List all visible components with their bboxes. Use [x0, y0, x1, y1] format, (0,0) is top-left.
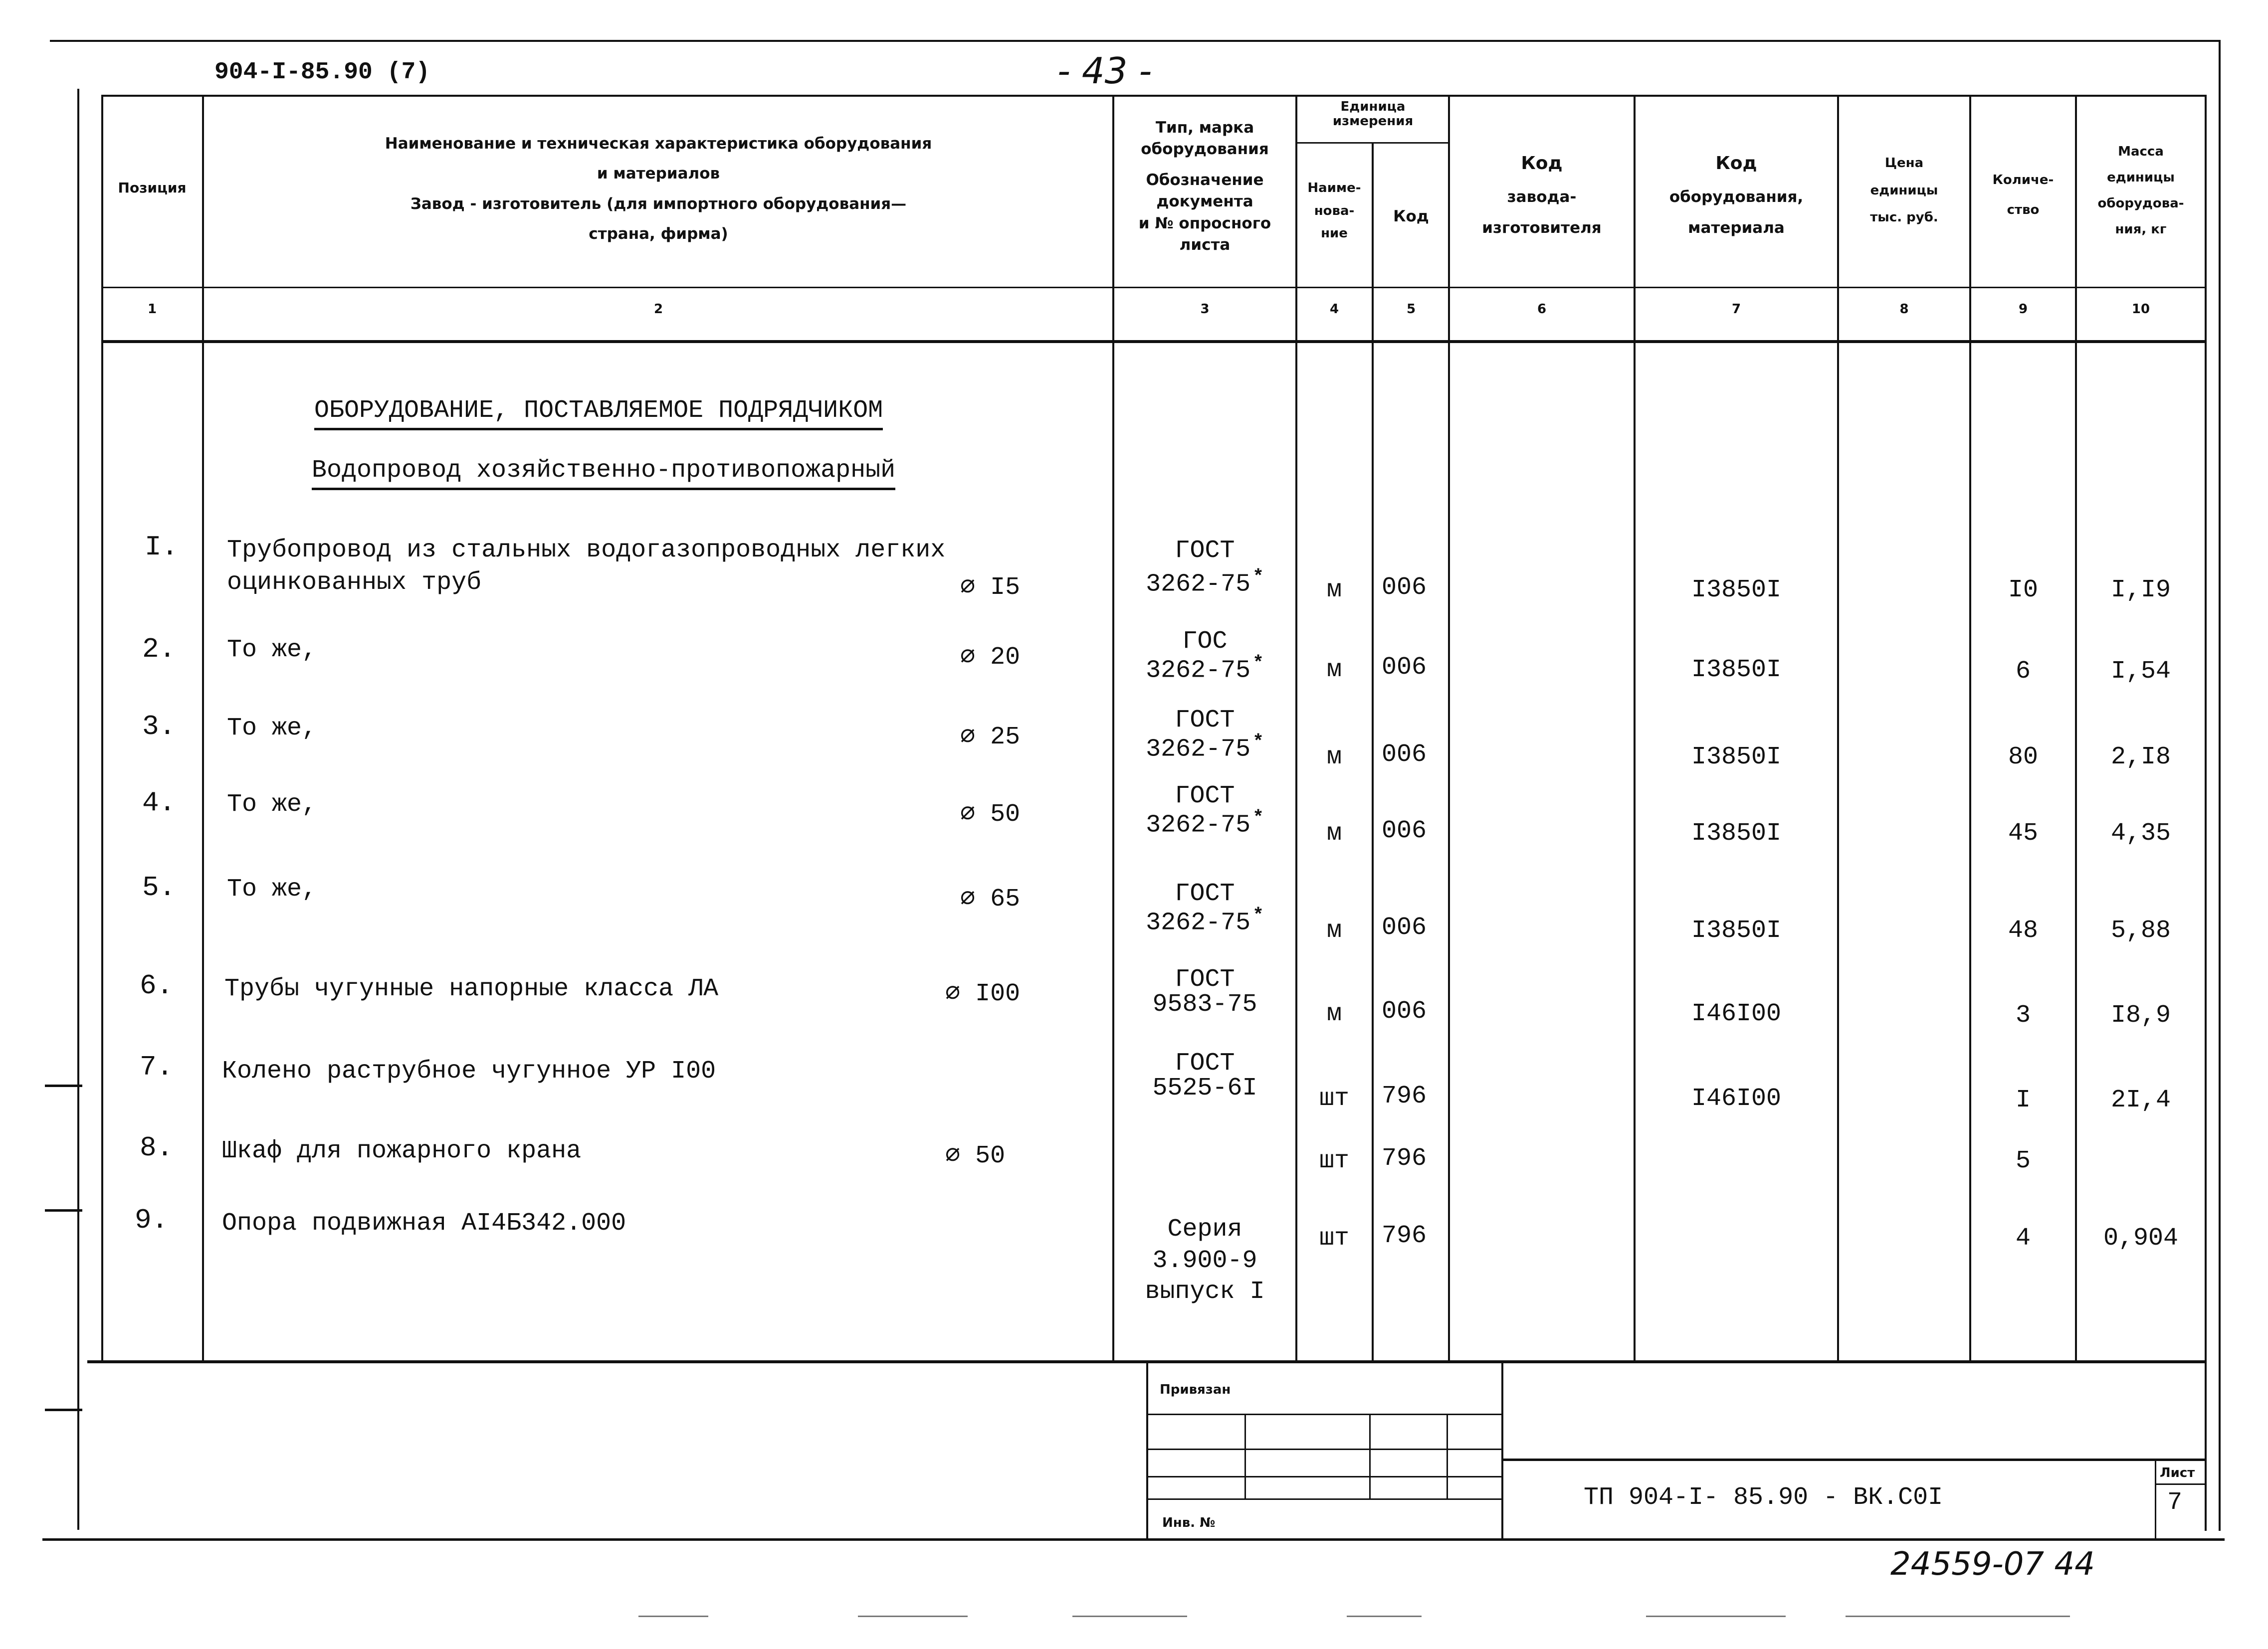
col-line — [1372, 142, 1374, 1361]
row-doc: ГОСТ 3262-75 * — [1146, 880, 1264, 937]
row-quantity: 3 — [2015, 1001, 2031, 1030]
stamp-line — [1369, 1414, 1371, 1498]
stamp-attached-label: Привязан — [1160, 1382, 1231, 1397]
row-diameter: ∅ 20 — [960, 643, 1021, 672]
subsection-title: Водопровод хозяйственно-противопожарный — [312, 456, 895, 490]
row-unit: м — [1326, 819, 1342, 848]
col-header-material-code: Код оборудования, материала — [1669, 153, 1804, 237]
row-name: Шкаф для пожарного крана — [222, 1137, 582, 1165]
stamp-inv-label: Инв. № — [1162, 1515, 1216, 1530]
col-number: 1 — [147, 302, 157, 317]
row-position: 5. — [142, 872, 176, 904]
row-mass: 2,I8 — [2110, 743, 2171, 771]
row-unit-code: 006 — [1382, 914, 1427, 942]
row-diameter: ∅ I00 — [945, 980, 1021, 1008]
row-position: I. — [145, 531, 179, 563]
row-material-code: I46I00 — [1691, 1000, 1782, 1028]
col-number: 4 — [1329, 302, 1339, 317]
row-position: 6. — [140, 970, 174, 1002]
row-unit: шт — [1319, 1224, 1349, 1253]
row-name: Колено раструбное чугунное УР I00 — [222, 1057, 716, 1086]
row-unit: м — [1326, 743, 1342, 771]
margin-mark — [45, 1409, 82, 1411]
section-title: ОБОРУДОВАНИЕ, ПОСТАВЛЯЕМОЕ ПОДРЯДЧИКОМ — [314, 396, 883, 430]
scan-artifact — [1072, 1616, 1187, 1617]
header-separator-line — [102, 287, 2205, 288]
row-unit: шт — [1319, 1147, 1349, 1175]
scan-artifact — [638, 1616, 708, 1617]
row-unit-code: 006 — [1382, 997, 1427, 1026]
row-doc: ГОСТ 3262-75 * — [1146, 782, 1264, 840]
sheet-number: 7 — [2167, 1488, 2183, 1517]
sheet-label: Лист — [2160, 1466, 2195, 1480]
row-material-code: I3850I — [1691, 819, 1782, 848]
row-position: 2. — [142, 633, 176, 665]
row-diameter: ∅ 25 — [960, 723, 1021, 751]
col-header-unit-name: Наиме- нова- ние — [1307, 181, 1361, 241]
margin-mark — [45, 1209, 82, 1212]
row-mass: 0,904 — [2103, 1224, 2179, 1253]
row-quantity: 48 — [2008, 916, 2038, 945]
frame-top-line — [50, 40, 2220, 42]
row-doc: ГОСТ 3262-75 * — [1146, 537, 1264, 599]
row-name: Опора подвижная АI4Б342.000 — [222, 1209, 626, 1238]
row-quantity: 45 — [2008, 819, 2038, 848]
row-name: То же, — [227, 875, 317, 904]
row-quantity: 80 — [2008, 743, 2038, 771]
row-mass: 5,88 — [2110, 916, 2171, 945]
row-position: 8. — [140, 1132, 174, 1164]
row-position: 3. — [142, 711, 176, 742]
row-name: То же, — [227, 790, 317, 819]
row-unit: м — [1326, 576, 1342, 604]
doc-designation: ТП 904-I- 85.90 - ВК.С0I — [1584, 1483, 1943, 1512]
stamp-line — [1501, 1360, 1503, 1540]
row-unit-code: 796 — [1382, 1144, 1427, 1173]
margin-mark — [45, 1085, 82, 1087]
col-header-price: Цена единицы тыс. руб. — [1870, 156, 1938, 225]
col-number: 9 — [2018, 302, 2028, 317]
page-number: - 43 - — [1057, 50, 1152, 92]
col-number: 8 — [1899, 302, 1909, 317]
stamp-line — [1146, 1414, 1501, 1415]
col-line — [101, 95, 103, 1361]
row-doc: ГОСТ 9583-75 — [1152, 965, 1257, 1019]
row-name: Трубы чугунные напорные класса ЛА — [224, 975, 719, 1003]
row-doc: ГОСТ 5525-6I — [1152, 1049, 1257, 1102]
row-name: То же, — [227, 636, 317, 664]
row-quantity: 4 — [2015, 1224, 2031, 1253]
col-header-quantity: Количе- ство — [1992, 173, 2054, 217]
row-material-code: I3850I — [1691, 576, 1782, 604]
row-position: 9. — [135, 1204, 169, 1236]
stamp-line — [1446, 1414, 1448, 1498]
col-number: 10 — [2131, 302, 2150, 317]
row-diameter: ∅ 50 — [960, 800, 1021, 829]
row-mass: 2I,4 — [2110, 1086, 2171, 1114]
col-header-unit-code: Код — [1393, 207, 1429, 225]
row-mass: I,54 — [2110, 657, 2171, 686]
row-doc: Серия 3.900-9 выпуск I — [1145, 1215, 1265, 1306]
row-unit: м — [1326, 916, 1342, 945]
stamp-line — [1244, 1414, 1246, 1498]
col-header-position: Позиция — [118, 180, 187, 196]
row-name-continued: оцинкованных труб — [227, 568, 482, 597]
col-number: 3 — [1200, 302, 1210, 317]
col-number: 5 — [1406, 302, 1416, 317]
doc-code: 904-I-85.90 (7) — [214, 59, 430, 86]
row-mass: I8,9 — [2110, 1001, 2171, 1030]
frame-right-line — [2219, 40, 2221, 1531]
scan-artifact — [858, 1616, 968, 1617]
col-header-name: Наименование и техническая характеристика оборудования и материалов Завод - изготовитель (для импортного оборудования— страна, фирма) — [385, 135, 932, 243]
row-name: Трубопровод из стальных водогазопроводных легких — [227, 536, 946, 564]
scan-artifact — [1846, 1616, 2070, 1617]
archive-number: 24559-07 44 — [1890, 1546, 2095, 1583]
stamp-line — [1146, 1449, 1501, 1450]
header-bottom-line — [102, 340, 2205, 343]
scan-artifact — [1646, 1616, 1786, 1617]
row-quantity: 5 — [2015, 1147, 2031, 1175]
col-header-mass: Масса единицы оборудова- ния, кг — [2097, 144, 2184, 237]
row-diameter: ∅ I5 — [960, 573, 1021, 602]
row-position: 7. — [140, 1051, 174, 1083]
row-position: 4. — [142, 787, 176, 819]
row-doc: ГОС 3262-75 * — [1146, 627, 1264, 685]
title-block-line — [2155, 1483, 2205, 1485]
row-material-code: I46I00 — [1691, 1085, 1782, 1113]
row-name: То же, — [227, 714, 317, 742]
row-diameter: ∅ 50 — [945, 1142, 1006, 1170]
row-material-code: I3850I — [1691, 916, 1782, 945]
row-unit-code: 796 — [1382, 1082, 1427, 1110]
frame-bottom-line — [42, 1538, 2225, 1541]
title-block-line — [2155, 1461, 2156, 1538]
row-mass: I,I9 — [2110, 576, 2171, 604]
row-diameter: ∅ 65 — [960, 885, 1021, 914]
row-unit-code: 006 — [1382, 573, 1427, 602]
col-line — [1837, 95, 1839, 1361]
title-block-line — [1501, 1459, 2205, 1461]
row-unit-code: 006 — [1382, 653, 1427, 682]
col-number: 7 — [1731, 302, 1741, 317]
col-number: 6 — [1537, 302, 1547, 317]
stamp-line — [1146, 1476, 1501, 1477]
row-doc: ГОСТ 3262-75 * — [1146, 706, 1264, 764]
stamp-line — [1146, 1360, 1148, 1540]
row-unit: шт — [1319, 1085, 1349, 1113]
col-line — [1448, 95, 1450, 1361]
row-unit-code: 006 — [1382, 817, 1427, 845]
frame-left-line — [77, 89, 79, 1530]
row-quantity: I — [2015, 1086, 2031, 1114]
scan-artifact — [1347, 1616, 1422, 1617]
col-line — [202, 95, 204, 1361]
row-unit: м — [1326, 656, 1342, 684]
frame-right-inner-line — [2205, 95, 2207, 1531]
row-quantity: 6 — [2015, 657, 2031, 686]
row-material-code: I3850I — [1691, 743, 1782, 771]
col-line — [2075, 95, 2077, 1361]
col-line — [1634, 95, 1636, 1361]
row-unit: м — [1326, 1000, 1342, 1028]
table-top-line — [102, 95, 2205, 97]
row-quantity: I0 — [2008, 576, 2038, 604]
col-header-type: Тип, марка оборудования Обозначение документа и № опросного листа — [1138, 119, 1271, 254]
col-header-unit-group: Единица измерения — [1332, 99, 1414, 129]
col-number: 2 — [653, 302, 663, 317]
row-unit-code: 006 — [1382, 740, 1427, 769]
row-material-code: I3850I — [1691, 656, 1782, 684]
row-unit-code: 796 — [1382, 1222, 1427, 1250]
col-header-factory-code: Код завода- изготовителя — [1482, 153, 1602, 237]
row-mass: 4,35 — [2110, 819, 2171, 848]
stamp-line — [1146, 1498, 1501, 1500]
